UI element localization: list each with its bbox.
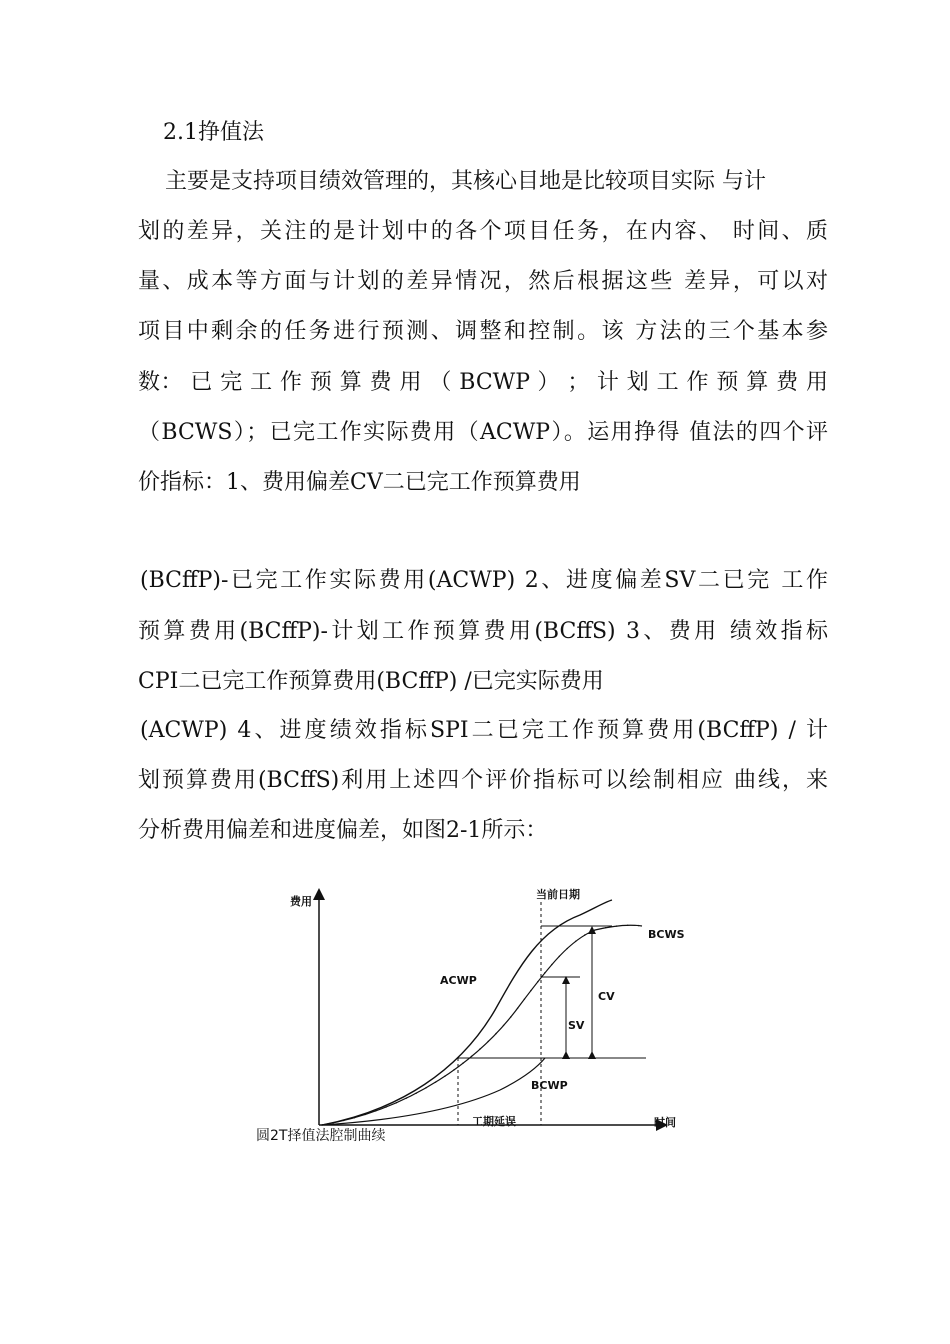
chart-canvas: [250, 880, 710, 1140]
bcws-curve: [322, 925, 642, 1125]
earned-value-chart: [250, 880, 710, 1140]
text-line: 划的差异，关注的是计划中的各个项目任务，在内容、 时间、质: [138, 219, 828, 244]
text-line: （BCWS）；已完工作实际费用（ACWP）。运用挣得 值法的四个评: [138, 420, 828, 445]
bcws-label: BCWS: [648, 928, 685, 941]
text-line: 分析费用偏差和进度偏差，如图2-1所示：: [138, 818, 548, 843]
text-line: 预算费用(BCffP)-计划工作预算费用(BCffS) 3、费用 绩效指标: [138, 619, 828, 644]
y-axis-label: 费用: [290, 895, 312, 908]
heading: 2.1挣值法: [163, 120, 264, 145]
cv-label: CV: [598, 990, 615, 1003]
delay-label: 工期延误: [472, 1115, 516, 1128]
text-line: 项目中剩余的任务进行预测、调整和控制。该 方法的三个基本参: [138, 319, 828, 344]
current-date-label: 当前日期: [536, 888, 580, 901]
text-line: CPI二已完工作预算费用(BCffP) /已完实际费用: [138, 669, 604, 694]
x-axis-label: 时间: [654, 1116, 676, 1129]
text-line: (BCffP)-已完工作实际费用(ACWP) 2、进度偏差SV二已完 工作: [140, 568, 828, 593]
text-line: 价指标：1、费用偏差CV二已完工作预算费用: [138, 470, 581, 495]
text-line: 划预算费用(BCffS)利用上述四个评价指标可以绘制相应 曲线，来: [138, 768, 828, 793]
acwp-label: ACWP: [440, 974, 477, 987]
text-line: 量、成本等方面与计划的差异情况，然后根据这些 差异，可以对: [138, 269, 828, 294]
text-line: 主要是支持项目绩效管理的，其核心目地是比较项目实际 与计: [165, 169, 766, 194]
bcwp-label: BCWP: [531, 1079, 568, 1092]
figure-caption: 圆2T择值法腔制曲续: [256, 1128, 386, 1144]
acwp-curve: [322, 900, 612, 1125]
text-line: 数： 已 完 工 作 预 算 费 用 （ BCWP ） ； 计 划 工 作 预 算 费 用: [138, 370, 828, 395]
sv-label: SV: [568, 1019, 585, 1032]
text-line: (ACWP) 4、进度绩效指标SPI二已完工作预算费用(BCffP) / 计: [140, 718, 828, 743]
